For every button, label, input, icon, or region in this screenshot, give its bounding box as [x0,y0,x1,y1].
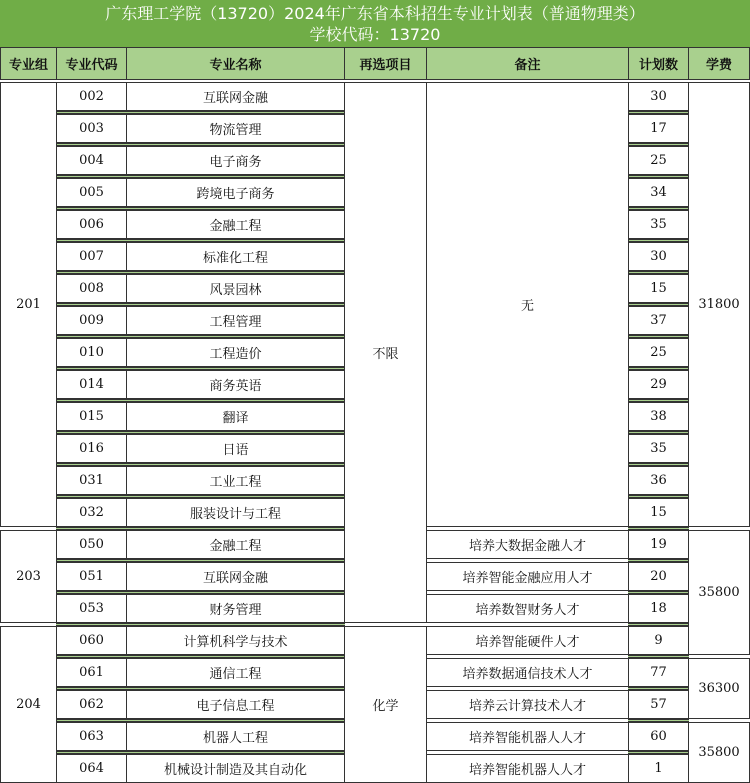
header-reselect: 再选项目 [344,47,427,80]
major-code: 009 [56,306,127,335]
plan-count: 37 [628,306,689,335]
major-name: 物流管理 [126,114,345,143]
major-code: 051 [56,562,127,591]
remark-cell: 培养智能机器人人才 [426,722,629,751]
major-name: 工程造价 [126,338,345,367]
major-code: 050 [56,530,127,559]
plan-count: 25 [628,146,689,175]
plan-count: 57 [628,690,689,719]
plan-count: 18 [628,594,689,623]
major-name: 机器人工程 [126,722,345,751]
plan-count: 17 [628,114,689,143]
major-code: 031 [56,466,127,495]
major-name: 翻译 [126,402,345,431]
major-name: 工程管理 [126,306,345,335]
header-group: 专业组 [0,47,57,80]
major-code: 053 [56,594,127,623]
major-code: 007 [56,242,127,271]
major-name: 互联网金融 [126,562,345,591]
plan-count: 9 [628,626,689,655]
plan-count: 35 [628,434,689,463]
remark-cell: 培养云计算技术人才 [426,690,629,719]
plan-count: 60 [628,722,689,751]
plan-count: 15 [628,498,689,527]
header-code: 专业代码 [56,47,127,80]
major-code: 010 [56,338,127,367]
school-code: 学校代码：13720 [309,25,441,44]
major-code: 063 [56,722,127,751]
major-code: 064 [56,754,127,783]
remark-cell: 培养智能硬件人才 [426,626,629,655]
remark-cell: 培养数据通信技术人才 [426,658,629,687]
major-code: 005 [56,178,127,207]
major-name: 服装设计与工程 [126,498,345,527]
major-name: 商务英语 [126,370,345,399]
plan-count: 29 [628,370,689,399]
major-name: 金融工程 [126,530,345,559]
title-band [0,0,750,48]
plan-count: 35 [628,210,689,239]
remark-cell: 培养大数据金融人才 [426,530,629,559]
remark-cell: 培养智能机器人人才 [426,754,629,783]
major-code: 016 [56,434,127,463]
table-title: 广东理工学院（13720）2024年广东省本科招生专业计划表（普通物理类） [105,4,645,23]
major-name: 日语 [126,434,345,463]
fee-31800: 31800 [688,82,750,527]
major-name: 财务管理 [126,594,345,623]
plan-count: 30 [628,242,689,271]
group-203: 203 [0,530,57,623]
plan-count: 19 [628,530,689,559]
plan-count: 38 [628,402,689,431]
remark-none: 无 [426,82,629,527]
header-fee: 学费 [688,47,750,80]
major-code: 014 [56,370,127,399]
major-name: 计算机科学与技术 [126,626,345,655]
major-code: 032 [56,498,127,527]
group-204: 204 [0,626,57,783]
major-name: 机械设计制造及其自动化 [126,754,345,783]
plan-count: 1 [628,754,689,783]
major-name: 金融工程 [126,210,345,239]
major-code: 002 [56,82,127,111]
plan-count: 20 [628,562,689,591]
major-name: 电子信息工程 [126,690,345,719]
remark-cell: 培养数智财务人才 [426,594,629,623]
plan-count: 77 [628,658,689,687]
major-code: 003 [56,114,127,143]
major-code: 060 [56,626,127,655]
plan-count: 36 [628,466,689,495]
reselect-chemistry: 化学 [344,626,427,783]
major-code: 008 [56,274,127,303]
major-name: 标准化工程 [126,242,345,271]
fee-35800: 35800 [688,530,750,655]
plan-count: 34 [628,178,689,207]
major-name: 互联网金融 [126,82,345,111]
major-name: 通信工程 [126,658,345,687]
fee-35800-b: 35800 [688,722,750,783]
major-code: 004 [56,146,127,175]
reselect-unlimited: 不限 [344,82,427,623]
remark-cell: 培养智能金融应用人才 [426,562,629,591]
header-name: 专业名称 [126,47,345,80]
group-201: 201 [0,82,57,527]
plan-count: 15 [628,274,689,303]
plan-count: 30 [628,82,689,111]
header-remark: 备注 [426,47,629,80]
fee-36300: 36300 [688,658,750,719]
major-code: 015 [56,402,127,431]
major-code: 061 [56,658,127,687]
major-name: 工业工程 [126,466,345,495]
major-name: 电子商务 [126,146,345,175]
plan-count: 25 [628,338,689,367]
major-code: 062 [56,690,127,719]
major-name: 风景园林 [126,274,345,303]
header-plan: 计划数 [628,47,689,80]
major-name: 跨境电子商务 [126,178,345,207]
major-code: 006 [56,210,127,239]
